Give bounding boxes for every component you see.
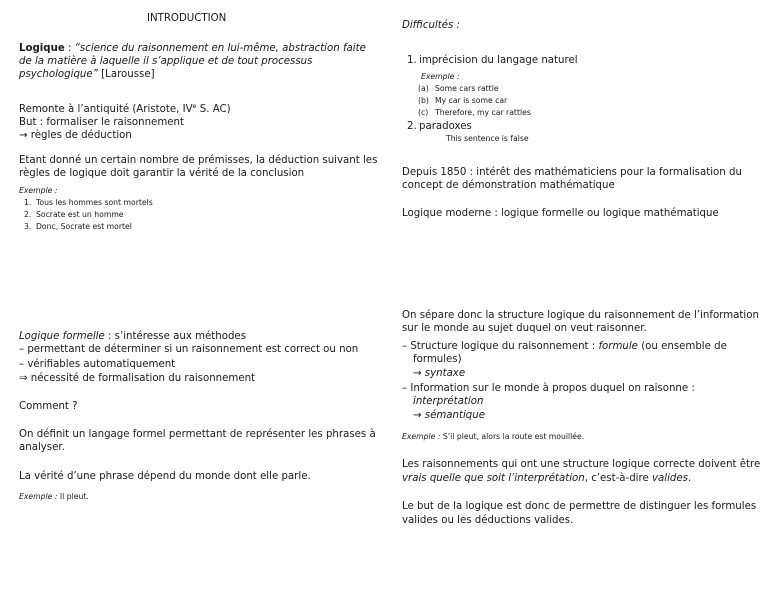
syntax-line: → syntaxe — [413, 368, 466, 379]
logic-term: Logique — [19, 43, 65, 54]
history-line2: concept de démonstration mathématique — [402, 180, 615, 191]
section-title-introduction: INTRODUCTION — [147, 13, 227, 24]
rules-line: → règles de déduction — [19, 130, 132, 141]
separate-line1: On sépare donc la structure logique du raisonnement de l’information — [402, 310, 759, 321]
semantic-term: sémantique — [424, 410, 485, 421]
formal-logic-line: Logique formelle : s’intéresse aux méthodes — [19, 331, 247, 342]
deduction-line2: règles de logique doit garantir la vérité de la conclusion — [19, 168, 305, 179]
list-item: 2. Socrate est un homme — [24, 209, 124, 219]
difficulty-item-2: 2. paradoxes — [407, 121, 472, 132]
difficulty-item-1: 1. imprécision du langage naturel — [407, 55, 578, 66]
goal-line: But : formaliser le raisonnement — [19, 117, 184, 128]
syllogism-list — [24, 197, 153, 232]
road-example: Exemple : S’il pleut, alors la route est mouillée. — [402, 432, 585, 441]
structure-line2: formules) — [413, 354, 462, 365]
formal-logic-term: Logique formelle — [19, 331, 105, 342]
determine-line: – permettant de déterminer si un raisonnement est correct ou non — [19, 344, 359, 355]
separate-line2: sur le monde au sujet duquel on veut raisonner. — [402, 323, 647, 334]
structure-line: – Structure logique du raisonnement : formule (ou ensemble de — [402, 341, 727, 352]
logic-definition-line2: de la matière à laquelle il s’applique et de tout processus — [19, 56, 313, 67]
list-item: (b) My car is some car — [418, 95, 508, 105]
semantic-line: → sémantique — [413, 410, 485, 421]
origin-line: Remonte à l’antiquité (Aristote, IVe S. AC) — [19, 102, 231, 115]
difficulty-example-label: Exemple : — [421, 72, 460, 81]
validity-line2: vrais quelle que soit l’interprétation, c’est-à-dire valides. — [402, 473, 692, 484]
definition-text: “science du raisonnement en lui-même, abstraction faite — [74, 43, 366, 54]
list-item: 3. Donc, Socrate est mortel — [24, 221, 132, 231]
question-line: Comment ? — [19, 401, 78, 412]
modern-logic-line: Logique moderne : logique formelle ou logique mathématique — [402, 208, 719, 219]
information-line: – Information sur le monde à propos duquel on raisonne : — [402, 383, 695, 394]
logic-definition-line1: Logique : “science du raisonnement en lui-même, abstraction faite — [19, 43, 366, 54]
valid-term: valides — [651, 473, 688, 484]
logic-definition-line3: psychologique” [Larousse] — [19, 69, 155, 80]
formula-term: formule — [598, 341, 638, 352]
list-item: 1. Tous les hommes sont mortels — [24, 198, 153, 207]
syntax-term: syntaxe — [424, 368, 466, 379]
paradox-sentence: This sentence is false — [446, 134, 529, 143]
definition-source: [Larousse] — [97, 69, 155, 80]
example-label: Exemple : — [402, 432, 441, 441]
goal-line1: Le but de la logique est donc de permettre de distinguer les formules — [402, 501, 757, 512]
interpretation-term: interprétation — [413, 396, 484, 407]
define-line2: analyser. — [19, 442, 65, 453]
list-item: (c) Therefore, my car rattles — [418, 107, 531, 117]
rain-example: Exemple : Il pleut. — [19, 492, 89, 501]
example-label: Exemple : — [19, 186, 58, 195]
history-line1: Depuis 1850 : intérêt des mathématiciens pour la formalisation du — [402, 167, 742, 178]
deduction-line1: Etant donné un certain nombre de prémisses, la déduction suivant les — [19, 155, 378, 166]
natural-language-example-list — [418, 83, 531, 118]
define-line1: On définit un langage formel permettant de représenter les phrases à — [19, 429, 376, 440]
list-item: (a) Some cars rattle — [418, 84, 499, 93]
verifiable-line: – vérifiables automatiquement — [19, 359, 176, 370]
example-label: Exemple : — [19, 492, 58, 501]
difficulties-title: Difficultés : — [402, 20, 460, 31]
necessity-line: ⇒ nécessité de formalisation du raisonnement — [19, 373, 256, 384]
validity-line1: Les raisonnements qui ont une structure logique correcte doivent être — [402, 459, 761, 470]
truth-line: La vérité d’une phrase dépend du monde dont elle parle. — [19, 471, 311, 482]
goal-line2: valides ou les déductions valides. — [402, 515, 574, 526]
